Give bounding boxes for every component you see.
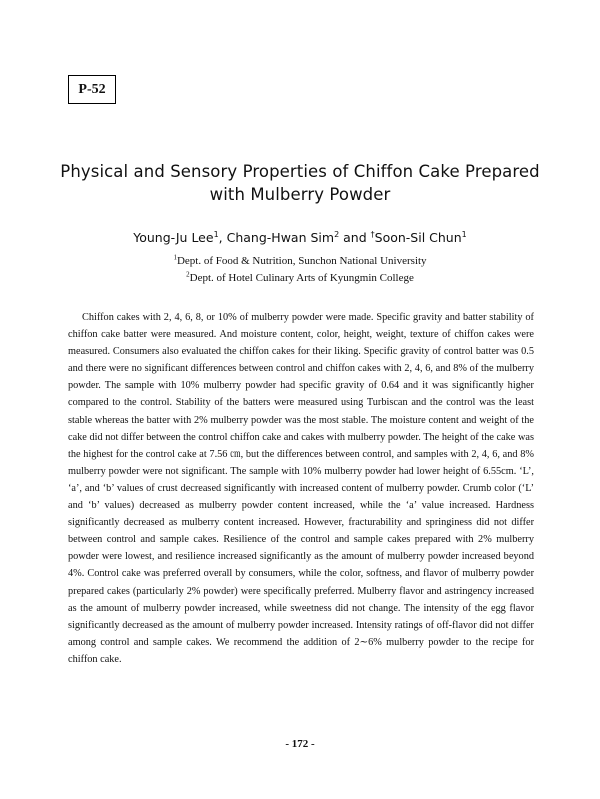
abstract-text: Chiffon cakes with 2, 4, 6, 8, or 10% of mulberry powder were made. Specific gravity and batter stability of chiffon cake batter were measured. And moisture content, color, height, weight, texture of chiffon cakes were measured. Consumers also evaluated the chiffon cakes for their liking. Specific gravity of control batter was 0.5 and there were no significant differences between control and chiffon cakes with 2, 4, 6, and 8% of the mulberry powder. The sample with 10% mulberry powder had specific gravity of 0.64 and it was significantly higher compared to the control. Stability of the batters were measured using Turbiscan and the control was the least stable whereas the batter with 2% mulberry powder was the most stable. The moisture content and weight of the cake did not differ between the control chiffon cake and cakes with mulberry powder. The height of the cake was the highest for the control cake at 7.56 ㎝, but the differences between control, and samples with 2, 4, 6, and 8% mulberry powder were not significant. The sample with 10% mulberry powder had lower height of 6.55cm. ‘L’, ‘a’, and ‘b’ values of crust decreased significantly with increased content of mulberry powder. Crumb color (‘L’ and ‘b’ values) decreased as mulberry powder content increased, while the ‘a’ value increased. Hardness significantly decreased as mulberry content increased. However, fracturability and springiness did not differ between control and sample cakes. Resilience of the control and sample cakes prepared with 2% mulberry powder were lowest, and resilience increased significantly as the amount of mulberry powder increased beyond 4%. Control cake was preferred overall by consumers, while the color, softness, and flavor of mulberry powder prepared cakes (particularly 2% powder) were specifically preferred. Mulberry flavor and astringency increased as the amount of mulberry powder increased, while sweetness did not change. The intensity of the egg flavor significantly decreased as the amount of mulberry powder increased. Intensity ratings of off-flavor did not differ among control and sample cakes. We recommend the addition of 2∼6% mulberry powder to the recipe for chiffon cake. [68,312,534,665]
poster-number-box [68,75,116,104]
author-separator: , [218,230,227,245]
corresponding-author-mark: † [370,229,375,239]
page-number: - 172 - [285,738,315,750]
affiliation-1-mark: 1 [173,253,177,262]
title-line-2: with Mulberry Powder [209,185,391,204]
author-3-affiliation-mark: 1 [461,229,467,239]
affiliation-2-mark: 2 [186,270,190,279]
author-list [50,230,550,246]
author-2-name: Chang-Hwan Sim [226,230,335,245]
title-line-1: Physical and Sensory Properties of Chiffon Cake Prepared [60,162,540,181]
author-3-name: Soon-Sil Chun [374,230,462,245]
author-separator-and: and [339,230,371,245]
author-1-name: Young-Ju Lee [133,230,214,245]
affiliation-2-text: Dept. of Hotel Culinary Arts of Kyungmin College [189,272,414,284]
affiliation-1 [50,253,550,270]
poster-number: P-52 [78,81,106,97]
author-1-affiliation-mark: 1 [213,229,219,239]
affiliations [50,253,550,287]
affiliation-1-text: Dept. of Food & Nutrition, Sunchon National University [176,255,427,267]
affiliation-2 [50,270,550,287]
author-2-affiliation-mark: 2 [334,229,340,239]
paper-title [50,160,550,206]
